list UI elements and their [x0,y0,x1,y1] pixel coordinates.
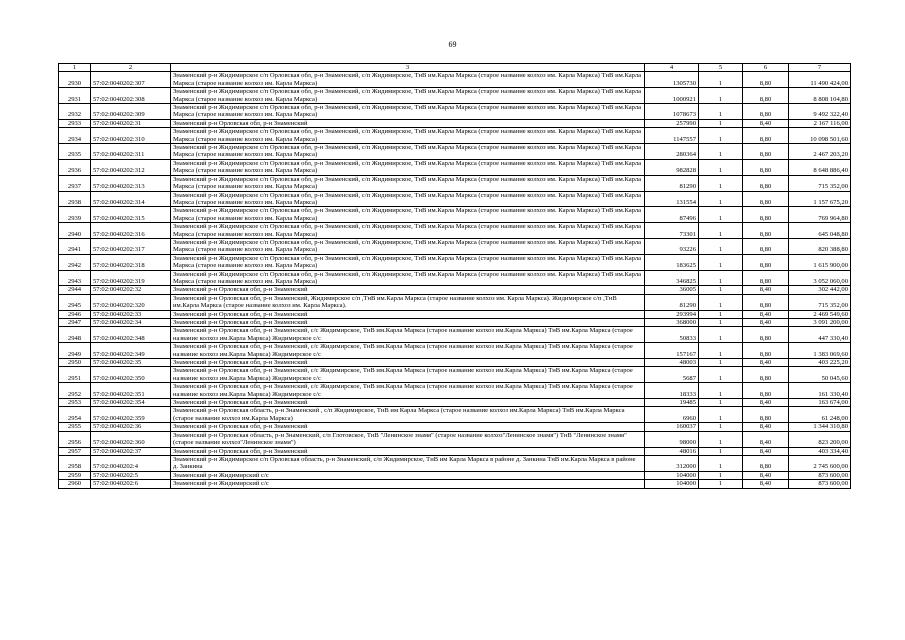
table-row [59,407,851,423]
table-row [59,128,851,144]
row-number: 2951 [59,367,91,383]
rate-value: 8,80 [743,207,789,223]
count-value: 1 [699,294,743,310]
sum-value: 11 490 424,00 [789,72,851,88]
location-description: Знаменский р-н Орловская обл, р-н Знаменский [171,310,645,318]
rate-value: 8,80 [743,88,789,104]
count-value: 1 [699,343,743,359]
sum-value: 302 442,00 [789,286,851,294]
area-value: 19485 [645,399,699,407]
location-description: Знаменский р-н Жидимирское с/п Орловская обл, р-н Знаменский, с/п Жидимирское, ТнВ им.Карла Маркса (старое название колхоз им. Карла Маркса) ТнВ им.Карла Маркса (старое название колхоз им. Карла Маркса) [171,88,645,104]
area-value: 93226 [645,238,699,254]
count-value: 1 [699,423,743,431]
row-number: 2946 [59,310,91,318]
row-number: 2960 [59,480,91,488]
location-description: Знаменский р-н Орловская область, р-н Знаменский , с/п Жидимирское, ТнВ им Карла Маркса (старое название колхоз им.Карла Маркса) ТнВ им.Карла Маркса (старое название колхоз им.Карла Маркса) [171,407,645,423]
sum-value: 873 600,00 [789,471,851,479]
location-description: Знаменский р-н Орловская обл, р-н Знаменский, с/с Жидимирское, ТнВ им.Карла Маркса (старое название колхоз им.Карла Маркса) ТнВ им.Карла Маркса (старое название колхоз им.Карла Маркса) Жидимирское с/с [171,327,645,343]
count-value: 1 [699,254,743,270]
table-row [59,72,851,88]
table-row [59,294,851,310]
column-header: 2 [91,64,171,72]
area-value: 18333 [645,383,699,399]
area-value: 346825 [645,270,699,286]
row-number: 2949 [59,343,91,359]
count-value: 1 [699,238,743,254]
row-number: 2932 [59,104,91,120]
cadastral-number: 57:02:0040202:5 [91,471,171,479]
cadastral-number: 57:02:0040202:360 [91,431,171,447]
area-value: 312000 [645,455,699,471]
area-value: 293994 [645,310,699,318]
cadastral-number: 57:02:0040202:320 [91,294,171,310]
rate-value: 8,80 [743,407,789,423]
location-description: Знаменский р-н Орловская обл, р-н Знаменский, с/с Жидимирское, ТнВ им.Карла Маркса (старое название колхоз им.Карла Маркса) ТнВ им.Карла Маркса (старое название колхоз им.Карла Маркса) Жидимирское с/с [171,343,645,359]
page-number: 69 [448,40,457,49]
area-value: 368000 [645,319,699,327]
row-number: 2938 [59,191,91,207]
count-value: 1 [699,104,743,120]
rate-value: 8,40 [743,471,789,479]
row-number: 2959 [59,471,91,479]
row-number: 2950 [59,359,91,367]
location-description: Знаменский р-н Жидимирское с/п Орловская обл, р-н Знаменский, с/п Жидимирское, ТнВ им.Карла Маркса (старое название колхоз им. Карла Маркса) ТнВ им.Карла Маркса (старое название колхоз им. Карла Маркса) [171,144,645,160]
table-row [59,191,851,207]
row-number: 2937 [59,175,91,191]
table-row [59,319,851,327]
area-value: 5687 [645,367,699,383]
row-number: 2958 [59,455,91,471]
table-row [59,431,851,447]
sum-value: 873 600,00 [789,480,851,488]
row-number: 2940 [59,223,91,239]
row-number: 2934 [59,128,91,144]
location-description: Знаменский р-н Жидимирское с/п Орловская обл, р-н Знаменский, с/п Жидимирское, ТнВ им.Карла Маркса (старое название колхоз им. Карла Маркса) ТнВ им.Карла Маркса (старое название колхоз им. Карла Маркса) [171,207,645,223]
location-description: Знаменский р-н Орловская обл, р-н Знаменский [171,447,645,455]
location-description: Знаменский р-н Жидимирское с/п Орловская обл, р-н Знаменский, с/п Жидимирское, ТнВ им.Карла Маркса (старое название колхоз им. Карла Маркса) ТнВ им.Карла Маркса (старое название колхоз им. Карла Маркса) [171,254,645,270]
count-value: 1 [699,431,743,447]
count-value: 1 [699,159,743,175]
location-description: Знаменский р-н Орловская обл, р-н Знаменский [171,319,645,327]
location-description: Знаменский р-н Орловская обл, р-н Знаменский, с/с Жидимирское, ТнВ им.Карла Маркса (старое название колхоз им.Карла Маркса) ТнВ им.Карла Маркса (старое название колхоз им.Карла Маркса) Жидимирское с/с [171,383,645,399]
row-number: 2955 [59,423,91,431]
rate-value: 8,80 [743,159,789,175]
row-number: 2936 [59,159,91,175]
table-row [59,359,851,367]
area-value: 1305730 [645,72,699,88]
sum-value: 50 045,60 [789,367,851,383]
row-number: 2957 [59,447,91,455]
column-header: 3 [171,64,645,72]
column-header: 5 [699,64,743,72]
count-value: 1 [699,367,743,383]
sum-value: 403 334,40 [789,447,851,455]
row-number: 2939 [59,207,91,223]
cadastral-number: 57:02:0040202:318 [91,254,171,270]
column-header: 1 [59,64,91,72]
location-description: Знаменский р-н Жидимирское с/п Орловская обл, р-н Знаменский, с/п Жидимирское, ТнВ им.Карла Маркса (старое название колхоз им. Карла Маркса) ТнВ им.Карла Маркса (старое название колхоз им. Карла Маркса) [171,159,645,175]
sum-value: 8 648 886,40 [789,159,851,175]
cadastral-number: 57:02:0040202:359 [91,407,171,423]
table-row [59,471,851,479]
column-header: 4 [645,64,699,72]
area-value: 6960 [645,407,699,423]
count-value: 1 [699,407,743,423]
row-number: 2930 [59,72,91,88]
location-description: Знаменский р-н Жидимирское с/п Орловская обл, р-н Знаменский, с/п Жидимирское, ТнВ им.Карла Маркса (старое название колхоз им. Карла Маркса) ТнВ им.Карла Маркса (старое название колхоз им. Карла Маркса) [171,104,645,120]
count-value: 1 [699,207,743,223]
sum-value: 161 330,40 [789,383,851,399]
table-body [59,72,851,488]
table-row [59,270,851,286]
rate-value: 8,80 [743,128,789,144]
count-value: 1 [699,447,743,455]
count-value: 1 [699,471,743,479]
table-row [59,119,851,127]
rate-value: 8,40 [743,480,789,488]
location-description: Знаменский р-н Орловская обл, р-н Знаменский, с/с Жидимирское, ТнВ им.Карла Маркса (старое название колхоз им.Карла Маркса) ТнВ им.Карла Маркса (старое название колхоз им.Карла Маркса) Жидимирское с/с [171,367,645,383]
area-value: 98000 [645,431,699,447]
cadastral-number: 57:02:0040202:37 [91,447,171,455]
row-number: 2933 [59,119,91,127]
count-value: 1 [699,128,743,144]
rate-value: 8,80 [743,367,789,383]
row-number: 2953 [59,399,91,407]
sum-value: 645 048,80 [789,223,851,239]
sum-value: 3 091 200,00 [789,319,851,327]
rate-value: 8,80 [743,72,789,88]
cadastral-number: 57:02:0040202:348 [91,327,171,343]
area-value: 48016 [645,447,699,455]
cadastral-number: 57:02:0040202:351 [91,383,171,399]
table-row [59,175,851,191]
cadastral-number: 57:02:0040202:310 [91,128,171,144]
row-number: 2952 [59,383,91,399]
sum-value: 823 200,00 [789,431,851,447]
count-value: 1 [699,319,743,327]
sum-value: 163 674,00 [789,399,851,407]
cadastral-number: 57:02:0040202:317 [91,238,171,254]
table-row [59,423,851,431]
cadastral-number: 57:02:0040202:6 [91,480,171,488]
rate-value: 8,80 [743,455,789,471]
area-value: 183625 [645,254,699,270]
table-row [59,238,851,254]
rate-value: 8,40 [743,423,789,431]
sum-value: 1 344 310,80 [789,423,851,431]
cadastral-number: 57:02:0040202:31 [91,119,171,127]
cadastral-number: 57:02:0040202:34 [91,319,171,327]
cadastral-number: 57:02:0040202:349 [91,343,171,359]
cadastral-number: 57:02:0040202:313 [91,175,171,191]
area-value: 257990 [645,119,699,127]
header-row [59,64,851,72]
sum-value: 61 248,00 [789,407,851,423]
area-value: 131554 [645,191,699,207]
rate-value: 8,80 [743,383,789,399]
rate-value: 8,40 [743,359,789,367]
table-row [59,447,851,455]
location-description: Знаменский р-н Жидимирское с/п Орловская обл, р-н Знаменский, с/п Жидимирское, ТнВ им.Карла Маркса (старое название колхоз им. Карла Маркса) ТнВ им.Карла Маркса (старое название колхоз им. Карла Маркса) [171,72,645,88]
table-row [59,286,851,294]
sum-value: 2 745 600,00 [789,455,851,471]
location-description: Знаменский р-н Орловская обл, р-н Знаменский [171,423,645,431]
count-value: 1 [699,88,743,104]
rate-value: 8,80 [743,104,789,120]
area-value: 280364 [645,144,699,160]
column-header: 6 [743,64,789,72]
location-description: Знаменский р-н Жидимирское с/п Орловская обл, р-н Знаменский, с/п Жидимирское, ТнВ им.Карла Маркса (старое название колхоз им. Карла Маркса) ТнВ им.Карла Маркса (старое название колхоз им. Карла Маркса) [171,238,645,254]
table-row [59,144,851,160]
row-number: 2942 [59,254,91,270]
rate-value: 8,40 [743,310,789,318]
cadastral-number: 57:02:0040202:315 [91,207,171,223]
count-value: 1 [699,310,743,318]
table-row [59,383,851,399]
sum-value: 1 157 675,20 [789,191,851,207]
cadastral-number: 57:02:0040202:309 [91,104,171,120]
location-description: Знаменский р-н Жидимирский с/с [171,471,645,479]
row-number: 2944 [59,286,91,294]
sum-value: 769 964,80 [789,207,851,223]
count-value: 1 [699,144,743,160]
cadastral-number: 57:02:0040202:311 [91,144,171,160]
location-description: Знаменский р-н Жидимирское с/п Орловская обл, р-н Знаменский, с/п Жидимирское, ТнВ им.Карла Маркса (старое название колхоз им. Карла Маркса) ТнВ им.Карла Маркса (старое название колхоз им. Карла Маркса) [171,191,645,207]
count-value: 1 [699,383,743,399]
rate-value: 8,40 [743,286,789,294]
table-row [59,223,851,239]
rate-value: 8,80 [743,327,789,343]
row-number: 2941 [59,238,91,254]
cadastral-number: 57:02:0040202:350 [91,367,171,383]
rate-value: 8,80 [743,238,789,254]
table-row [59,327,851,343]
row-number: 2947 [59,319,91,327]
area-value: 1147557 [645,128,699,144]
location-description: Знаменский р-н Орловская обл, р-н Знаменский [171,286,645,294]
cadastral-number: 57:02:0040202:312 [91,159,171,175]
cadastral-number: 57:02:0040202:354 [91,399,171,407]
count-value: 1 [699,286,743,294]
area-value: 982828 [645,159,699,175]
location-description: Знаменский р-н Орловская обл, р-н Знаменский, Жидимирское с/п ,ТнВ им.Карла Маркса (старое название колхоз им. Карла Маркса). Жидимирское с/п ,ТнВ им.Карла Маркса (старое название колхоз им. Карла Маркса). [171,294,645,310]
area-value: 81290 [645,294,699,310]
area-value: 1000921 [645,88,699,104]
table-row [59,254,851,270]
count-value: 1 [699,359,743,367]
cadastral-number: 57:02:0040202:314 [91,191,171,207]
cadastral-number: 57:02:0040202:316 [91,223,171,239]
row-number: 2954 [59,407,91,423]
table-row [59,88,851,104]
rate-value: 8,40 [743,399,789,407]
rate-value: 8,40 [743,119,789,127]
count-value: 1 [699,191,743,207]
table-row [59,310,851,318]
cadastral-number: 57:02:0040202:36 [91,423,171,431]
count-value: 1 [699,480,743,488]
cadastral-number: 57:02:0040202:32 [91,286,171,294]
rate-value: 8,80 [743,270,789,286]
table-row [59,207,851,223]
rate-value: 8,80 [743,343,789,359]
rate-value: 8,40 [743,447,789,455]
rate-value: 8,80 [743,175,789,191]
location-description: Знаменский р-н Орловская обл, р-н Знаменский [171,359,645,367]
table-row [59,480,851,488]
sum-value: 8 808 104,80 [789,88,851,104]
area-value: 87496 [645,207,699,223]
table-row [59,367,851,383]
table-row [59,104,851,120]
cadastral-number: 57:02:0040202:35 [91,359,171,367]
area-value: 160037 [645,423,699,431]
count-value: 1 [699,399,743,407]
count-value: 1 [699,175,743,191]
sum-value: 3 052 060,00 [789,270,851,286]
rate-value: 8,80 [743,294,789,310]
cadastral-number: 57:02:0040202:33 [91,310,171,318]
location-description: Знаменский р-н Орловская обл, р-н Знаменский [171,119,645,127]
cadastral-table [58,63,851,489]
area-value: 104000 [645,480,699,488]
row-number: 2935 [59,144,91,160]
row-number: 2931 [59,88,91,104]
count-value: 1 [699,72,743,88]
sum-value: 2 167 116,00 [789,119,851,127]
cadastral-number: 57:02:0040202:308 [91,88,171,104]
count-value: 1 [699,455,743,471]
area-value: 1078673 [645,104,699,120]
area-value: 48003 [645,359,699,367]
rate-value: 8,40 [743,319,789,327]
sum-value: 715 352,00 [789,294,851,310]
location-description: Знаменский р-н Орловская обл, р-н Знаменский [171,399,645,407]
location-description: Знаменский р-н Жидимирское с/п Орловская обл, р-н Знаменский, с/п Жидимирское, ТнВ им.Карла Маркса (старое название колхоз им. Карла Маркса) ТнВ им.Карла Маркса (старое название колхоз им. Карла Маркса) [171,270,645,286]
sum-value: 9 492 322,40 [789,104,851,120]
rate-value: 8,80 [743,223,789,239]
location-description: Знаменский р-н Жидимирское с/п Орловская обл, р-н Знаменский, с/п Жидимирское, ТнВ им.Карла Маркса (старое название колхоз им. Карла Маркса) ТнВ им.Карла Маркса (старое название колхоз им. Карла Маркса) [171,223,645,239]
count-value: 1 [699,223,743,239]
table-row [59,343,851,359]
row-number: 2948 [59,327,91,343]
sum-value: 820 388,80 [789,238,851,254]
sum-value: 2 469 549,60 [789,310,851,318]
sum-value: 2 467 203,20 [789,144,851,160]
sum-value: 1 615 900,00 [789,254,851,270]
column-header: 7 [789,64,851,72]
rate-value: 8,80 [743,144,789,160]
table-row [59,159,851,175]
area-value: 81290 [645,175,699,191]
table-row [59,455,851,471]
location-description: Знаменский р-н Жидимирское с/п Орловская обл, р-н Знаменский, с/п Жидимирское, ТнВ им.Карла Маркса (старое название колхоз им. Карла Маркса) ТнВ им.Карла Маркса (старое название колхоз им. Карла Маркса) [171,175,645,191]
row-number: 2943 [59,270,91,286]
table-row [59,399,851,407]
cadastral-number: 57:02:0040202:4 [91,455,171,471]
sum-value: 715 352,00 [789,175,851,191]
sum-value: 10 098 501,60 [789,128,851,144]
location-description: Знаменский р-н Орловская область, р-н Знаменский, с/п Глотовское, ТнВ "Ленинское знамя" (старое название колхоз"Ленинское знамя") ТнВ "Ленинское знамя" (старое название колхоз"Ленинское знамя") [171,431,645,447]
row-number: 2945 [59,294,91,310]
location-description: Знаменский р-н Жидимирское с/п Орловская обл, р-н Знаменский, с/п Жидимирское, ТнВ им.Карла Маркса (старое название колхоз им. Карла Маркса) ТнВ им.Карла Маркса (старое название колхоз им. Карла Маркса) [171,128,645,144]
location-description: Знаменский р-н Жидимирский с/с [171,480,645,488]
row-number: 2956 [59,431,91,447]
rate-value: 8,40 [743,431,789,447]
location-description: Знаменский р-н Жидимирское с/п Орловская область, р-н Знаменский, с/п Жидимирское, ТнВ им Карла Маркса в районе д. Занкина ТнВ им.Карла Маркса в районе д. Занкина [171,455,645,471]
sum-value: 1 383 069,60 [789,343,851,359]
rate-value: 8,80 [743,254,789,270]
area-value: 104000 [645,471,699,479]
count-value: 1 [699,327,743,343]
sum-value: 447 330,40 [789,327,851,343]
cadastral-number: 57:02:0040202:319 [91,270,171,286]
rate-value: 8,80 [743,191,789,207]
area-value: 157167 [645,343,699,359]
area-value: 73301 [645,223,699,239]
count-value: 1 [699,119,743,127]
cadastral-number: 57:02:0040202:307 [91,72,171,88]
count-value: 1 [699,270,743,286]
area-value: 36005 [645,286,699,294]
sum-value: 403 225,20 [789,359,851,367]
area-value: 50833 [645,327,699,343]
